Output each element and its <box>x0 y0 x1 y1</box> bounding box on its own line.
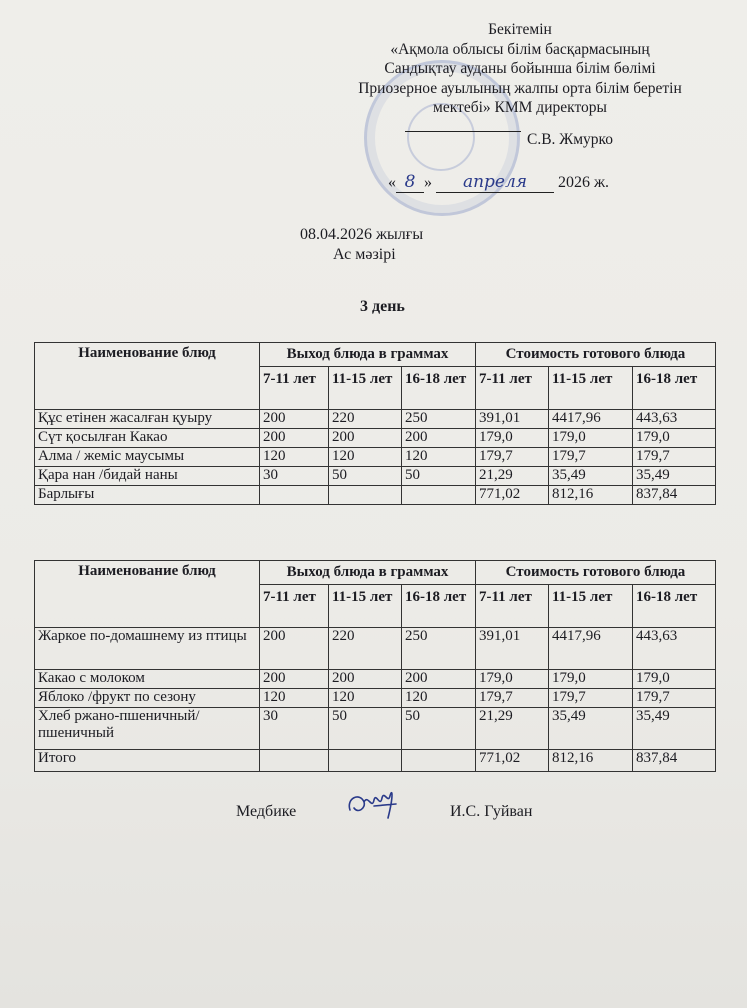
approval-line: Сандықтау ауданы бойынша білім бөлімі <box>384 60 656 77</box>
header-dish-name: Наименование блюд <box>35 343 260 410</box>
header-age: 16-18 лет <box>633 367 716 410</box>
date-month: апреля <box>436 172 554 193</box>
approval-line: Приозерное ауылының жалпы орта білім беретін <box>358 79 682 97</box>
header-age: 7-11 лет <box>476 585 549 628</box>
header-age: 7-11 лет <box>260 585 329 628</box>
menu-table-kazakh <box>34 342 716 505</box>
cost-cell: 35,49 <box>549 467 633 486</box>
weight-cell: 220 <box>329 628 402 670</box>
menu-table-russian <box>34 560 716 772</box>
table-row <box>35 708 716 750</box>
cost-cell: 4417,96 <box>549 410 633 429</box>
weight-cell: 250 <box>402 628 476 670</box>
header-cost: Стоимость готового блюда <box>476 343 716 367</box>
weight-cell: 200 <box>260 410 329 429</box>
cost-cell: 179,0 <box>633 670 716 689</box>
cost-cell: 179,0 <box>633 429 716 448</box>
table-row <box>35 467 716 486</box>
cost-cell: 771,02 <box>476 750 549 772</box>
menu-date: 08.04.2026 жылғы <box>300 226 424 243</box>
weight-cell <box>402 750 476 772</box>
medic-role: Медбике <box>236 803 297 820</box>
table-row <box>35 689 716 708</box>
header-age: 16-18 лет <box>633 585 716 628</box>
cost-cell: 35,49 <box>549 708 633 750</box>
cost-cell: 179,0 <box>476 670 549 689</box>
date-quote-open: « <box>388 174 396 191</box>
approval-line: «Ақмола облысы білім басқармасының <box>390 40 650 58</box>
header-age: 11-15 лет <box>549 585 633 628</box>
weight-cell: 50 <box>402 708 476 750</box>
cost-cell: 179,7 <box>549 689 633 708</box>
approval-line: мектебі» КММ директоры <box>433 99 607 116</box>
table-total-row <box>35 486 716 505</box>
header-age: 7-11 лет <box>476 367 549 410</box>
cost-cell: 179,7 <box>476 448 549 467</box>
weight-cell: 50 <box>329 708 402 750</box>
dish-name: Хлеб ржано-пшеничный/пшеничный <box>35 708 260 750</box>
header-weight: Выход блюда в граммах <box>260 343 476 367</box>
cost-cell: 179,7 <box>633 448 716 467</box>
medic-name: И.С. Гуйван <box>450 803 533 820</box>
director-signature-line <box>405 131 521 132</box>
cost-cell: 179,7 <box>549 448 633 467</box>
dish-name: Жаркое по-домашнему из птицы <box>35 628 260 670</box>
dish-name: Алма / жеміс маусымы <box>35 448 260 467</box>
cost-cell: 812,16 <box>549 486 633 505</box>
weight-cell <box>260 750 329 772</box>
weight-cell: 50 <box>329 467 402 486</box>
header-age: 11-15 лет <box>549 367 633 410</box>
weight-cell: 120 <box>402 448 476 467</box>
approval-line: Бекітемін <box>488 21 552 38</box>
approval-date <box>388 172 609 193</box>
weight-cell <box>329 486 402 505</box>
menu-title: Ас мәзірі <box>333 246 396 263</box>
cost-cell: 35,49 <box>633 708 716 750</box>
total-label: Итого <box>35 750 260 772</box>
weight-cell: 200 <box>329 429 402 448</box>
weight-cell: 120 <box>402 689 476 708</box>
weight-cell <box>329 750 402 772</box>
weight-cell: 200 <box>260 628 329 670</box>
cost-cell: 21,29 <box>476 467 549 486</box>
weight-cell <box>260 486 329 505</box>
header-cost: Стоимость готового блюда <box>476 561 716 585</box>
cost-cell: 179,7 <box>476 689 549 708</box>
weight-cell: 120 <box>329 689 402 708</box>
cost-cell: 35,49 <box>633 467 716 486</box>
cost-cell: 391,01 <box>476 628 549 670</box>
dish-name: Қара нан /бидай наны <box>35 467 260 486</box>
header-age: 11-15 лет <box>329 367 402 410</box>
weight-cell: 50 <box>402 467 476 486</box>
weight-cell: 200 <box>260 670 329 689</box>
weight-cell: 200 <box>329 670 402 689</box>
weight-cell: 30 <box>260 467 329 486</box>
table-row <box>35 670 716 689</box>
date-quote-close: » <box>424 174 432 191</box>
weight-cell: 220 <box>329 410 402 429</box>
total-label: Барлығы <box>35 486 260 505</box>
cost-cell: 179,0 <box>476 429 549 448</box>
cost-cell: 771,02 <box>476 486 549 505</box>
weight-cell <box>402 486 476 505</box>
header-age: 16-18 лет <box>402 367 476 410</box>
dish-name: Сүт қосылған Какао <box>35 429 260 448</box>
weight-cell: 200 <box>402 670 476 689</box>
cost-cell: 443,63 <box>633 628 716 670</box>
cost-cell: 4417,96 <box>549 628 633 670</box>
day-title: 3 день <box>360 298 405 315</box>
header-weight: Выход блюда в граммах <box>260 561 476 585</box>
weight-cell: 120 <box>260 448 329 467</box>
table-row <box>35 448 716 467</box>
cost-cell: 21,29 <box>476 708 549 750</box>
dish-name: Құс етінен жасалған қуыру <box>35 410 260 429</box>
header-age: 7-11 лет <box>260 367 329 410</box>
table-row <box>35 628 716 670</box>
cost-cell: 837,84 <box>633 750 716 772</box>
dish-name: Какао с молоком <box>35 670 260 689</box>
weight-cell: 120 <box>329 448 402 467</box>
medic-signature <box>344 784 402 824</box>
cost-cell: 812,16 <box>549 750 633 772</box>
cost-cell: 443,63 <box>633 410 716 429</box>
table-total-row <box>35 750 716 772</box>
cost-cell: 179,0 <box>549 429 633 448</box>
header-age: 16-18 лет <box>402 585 476 628</box>
weight-cell: 250 <box>402 410 476 429</box>
weight-cell: 200 <box>260 429 329 448</box>
director-name: С.В. Жмурко <box>527 131 613 148</box>
weight-cell: 120 <box>260 689 329 708</box>
approval-block <box>300 20 740 118</box>
header-age: 11-15 лет <box>329 585 402 628</box>
date-day: 8 <box>396 172 424 193</box>
cost-cell: 837,84 <box>633 486 716 505</box>
cost-cell: 391,01 <box>476 410 549 429</box>
table-row <box>35 410 716 429</box>
dish-name: Яблоко /фрукт по сезону <box>35 689 260 708</box>
cost-cell: 179,0 <box>549 670 633 689</box>
header-dish-name: Наименование блюд <box>35 561 260 628</box>
date-year: 2026 ж. <box>558 174 610 191</box>
cost-cell: 179,7 <box>633 689 716 708</box>
weight-cell: 200 <box>402 429 476 448</box>
weight-cell: 30 <box>260 708 329 750</box>
table-row <box>35 429 716 448</box>
